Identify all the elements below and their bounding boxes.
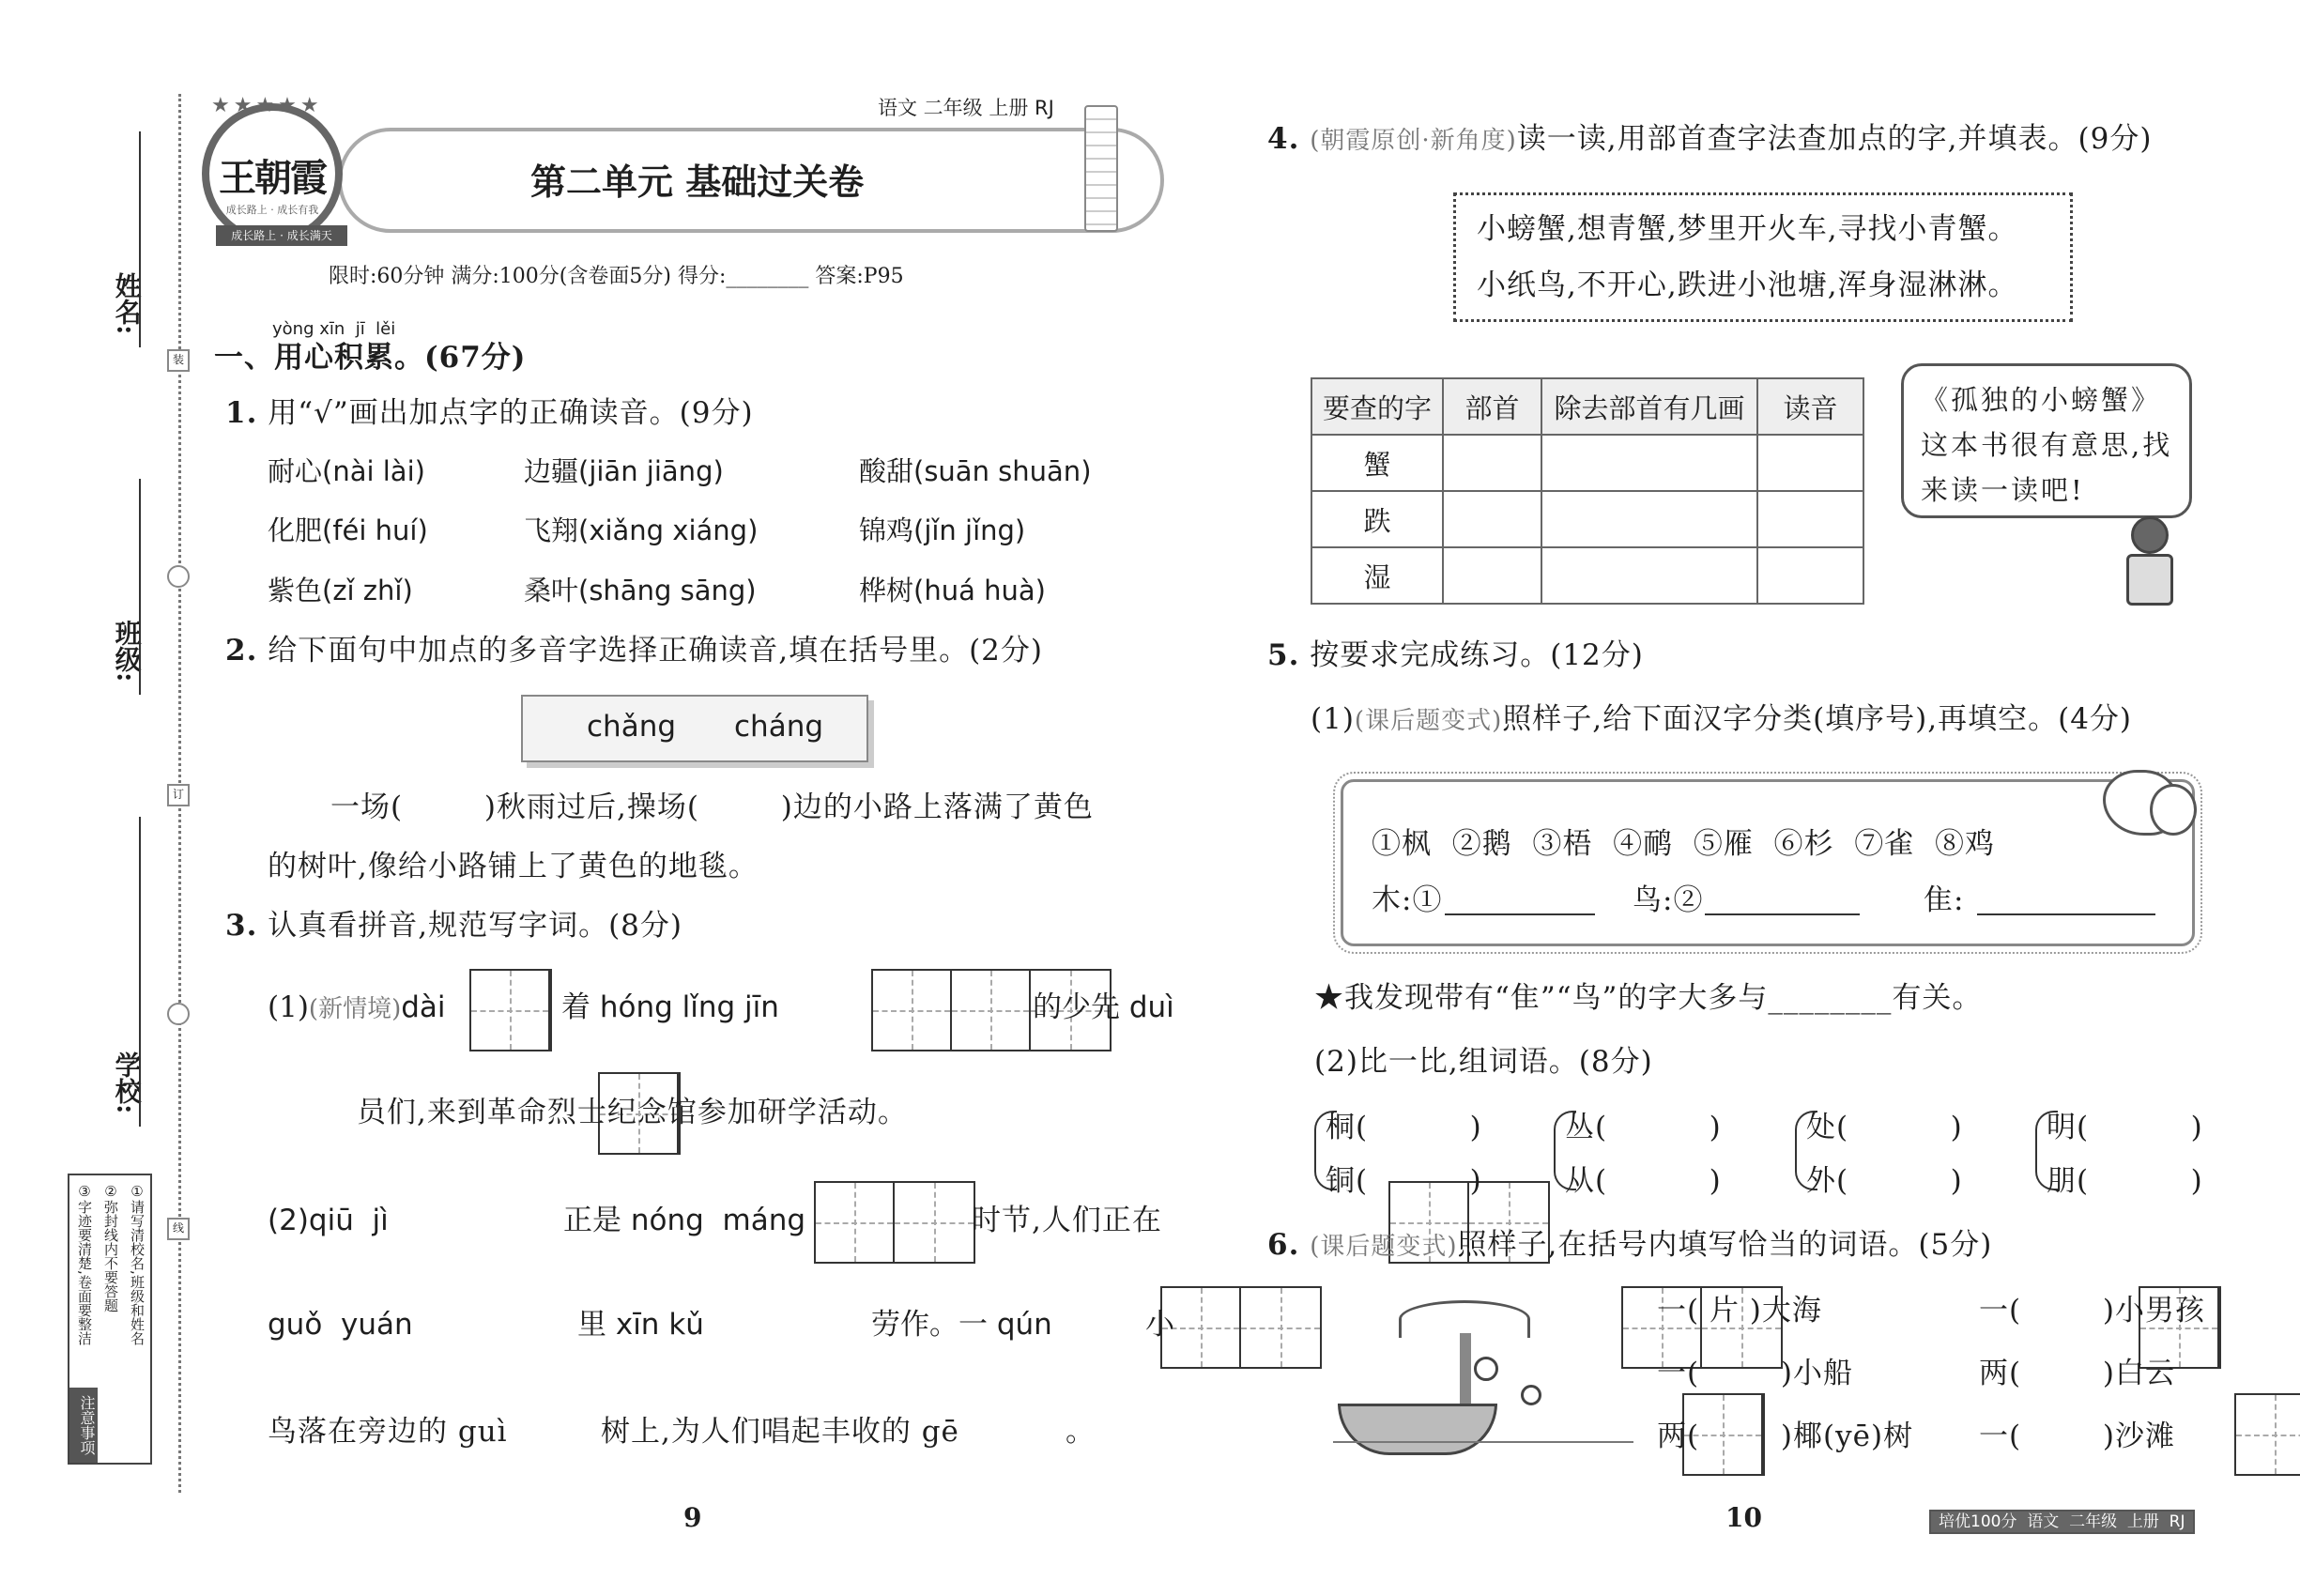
q2-options-box <box>521 695 868 762</box>
q3-p3-a: guǒ yuán <box>268 1308 413 1342</box>
bubble-text: 《孤独的小螃蟹》这本书很有意思,找来读一读吧! <box>1921 384 2173 506</box>
section1-title: 一、用心积累。(67分) <box>214 341 527 375</box>
section1-ruby: yòng xīn jī lěi <box>272 319 396 339</box>
seal-char: 订 <box>167 784 190 806</box>
q3-p1-num: (1) <box>268 990 309 1024</box>
notes-box <box>68 1174 152 1465</box>
school-label: 学校: <box>111 1051 143 1114</box>
q2-sentence-2: 的树叶,像给小路铺上了黄色的地毯。 <box>268 850 759 883</box>
q1-item[interactable]: 边疆(jiān jiāng) <box>524 455 724 487</box>
q5-pair-item[interactable]: 从( ) <box>1565 1164 1722 1198</box>
q4-poem-line-1: 小螃蟹,想青蟹,梦里开火车,寻找小青蟹。 <box>1477 212 2018 246</box>
q5-pair-item[interactable]: 丛( ) <box>1565 1111 1722 1144</box>
q6-heading <box>1267 1228 1992 1263</box>
q3-p3-c: 劳作。一 qún <box>871 1308 1052 1342</box>
q6-item[interactable]: 一( )沙滩 <box>1979 1420 2176 1453</box>
q5-cat-2: 鸟:② <box>1633 883 1704 917</box>
q4-table-cell[interactable] <box>1541 435 1757 491</box>
logo-sub: 成长路上 · 成长有我 <box>225 204 319 216</box>
q6-item[interactable]: 一( )小船 <box>1657 1357 1854 1390</box>
q5-pair-item[interactable]: 朋( ) <box>2047 1164 2203 1198</box>
notes-title: 注意事项 <box>69 1388 98 1463</box>
q4-table-cell[interactable] <box>1757 547 1863 604</box>
q3-p4-b: 树上,为人们唱起丰收的 gē <box>601 1415 959 1449</box>
q5-p1-text: 照样子,给下面汉字分类(填序号),再填空。(4分) <box>1502 702 2133 736</box>
q6-num: 6. <box>1267 1228 1300 1262</box>
q4-table <box>1311 377 1864 605</box>
child-icon <box>1521 1385 1541 1405</box>
q4-table-cell[interactable] <box>1757 435 1863 491</box>
q3-p1-line2: 员们,来到革命烈士纪念馆参加研学活动。 <box>357 1096 908 1129</box>
q3-text: 认真看拼音,规范写字词。(8分) <box>268 909 682 943</box>
q4-table-cell[interactable] <box>1541 547 1757 604</box>
q3-p3-b: 里 xīn kǔ <box>577 1308 704 1342</box>
q3-p1-mid: 着 hóng lǐng jīn <box>561 990 779 1024</box>
writing-grid[interactable] <box>2234 1393 2300 1476</box>
q2-sentence-1[interactable]: 一场( )秋雨过后,操场( )边的小路上落满了黄色 <box>330 790 1094 824</box>
note-2: ②弥封线内不要答题 <box>102 1183 119 1312</box>
note-1: ①请写清校名,班级和姓名 <box>129 1183 146 1345</box>
q4-poem-line-2: 小纸鸟,不开心,跌进小池塘,浑身湿淋淋。 <box>1477 269 2018 302</box>
q5-p1-heading <box>1311 702 2132 737</box>
q3-p1-prefix <box>268 990 446 1025</box>
q4-heading <box>1267 122 2152 157</box>
q5-cat-1: 木:① <box>1372 883 1443 917</box>
exam-info: 限时:60分钟 满分:100分(含卷面5分) 得分:________ 答案:P95 <box>329 265 904 288</box>
q5-text: 按要求完成练习。(12分) <box>1310 638 1644 672</box>
q3-p4-a: 鸟落在旁边的 guì <box>268 1415 508 1449</box>
seal-char: 装 <box>167 349 190 372</box>
notes-list <box>71 1183 150 1345</box>
q6-text: 照样子,在括号内填写恰当的词语。(5分) <box>1457 1228 1993 1262</box>
q5-p1-tag: (课后题变式) <box>1354 707 1503 735</box>
school-blank[interactable] <box>139 817 141 1127</box>
q4-table-cell[interactable] <box>1443 547 1541 604</box>
q4-table-header: 读音 <box>1757 378 1863 435</box>
q6-item[interactable]: 一( )小男孩 <box>1979 1294 2206 1327</box>
q4-poem-box <box>1453 192 2073 322</box>
q1-text: 用“√”画出加点字的正确读音。(9分) <box>268 396 754 430</box>
q4-table-header: 部首 <box>1443 378 1541 435</box>
q3-p2-a: (2)qiū jì <box>268 1204 389 1237</box>
q3-p3-d: 小 <box>1145 1308 1175 1342</box>
q4-table-cell[interactable] <box>1443 491 1541 547</box>
q5-pair-item[interactable]: 桐( ) <box>1326 1111 1482 1144</box>
name-label: 姓名: <box>111 272 143 335</box>
q3-p1-tag: (新情境) <box>308 995 402 1023</box>
q5-p2-heading: (2)比一比,组词语。(8分) <box>1314 1045 1653 1079</box>
q4-table-header: 除去部首有几画 <box>1541 378 1757 435</box>
q1-item[interactable]: 酸甜(suān shuān) <box>859 455 1092 487</box>
q4-table-char: 蟹 <box>1311 435 1443 491</box>
page-number-right: 10 <box>1725 1502 1762 1533</box>
beach-illustration <box>1333 1291 1643 1465</box>
q1-item[interactable]: 耐心(nài lài) <box>268 455 425 487</box>
q3-p2-c: 时节,人们正在 <box>972 1204 1162 1237</box>
class-blank[interactable] <box>139 479 141 695</box>
seal-circle <box>167 1003 190 1025</box>
q4-table-cell[interactable] <box>1443 435 1541 491</box>
q5-heading <box>1267 638 1644 673</box>
q2-text: 给下面句中加点的多音字选择正确读音,填在括号里。(2分) <box>268 634 1043 668</box>
q5-pair-item[interactable]: 明( ) <box>2047 1111 2203 1144</box>
q5-cat-3-blank[interactable] <box>1977 913 2155 915</box>
q3-p4-c: 。 <box>1066 1415 1096 1449</box>
q5-char-box <box>1341 779 2195 946</box>
q3-p2-b: 正是 nóng máng <box>563 1204 806 1237</box>
q1-item[interactable]: 飞翔(xiǎng xiáng) <box>524 514 759 546</box>
q3-heading <box>225 909 682 944</box>
q5-cat-2-blank[interactable] <box>1705 913 1860 915</box>
q2-option-2: cháng <box>734 710 824 744</box>
q6-item[interactable]: 两( )白云 <box>1979 1357 2176 1390</box>
logo-text: 王朝霞 <box>219 156 326 200</box>
q5-num: 5. <box>1267 638 1300 672</box>
q3-p1-dai: dài <box>401 990 446 1024</box>
q2-heading <box>225 634 1043 668</box>
class-label: 班级: <box>111 620 143 683</box>
q2-num: 2. <box>225 634 258 668</box>
q1-heading <box>225 396 754 431</box>
writing-grid[interactable] <box>814 1181 975 1264</box>
boy-head-icon <box>2131 516 2169 554</box>
page-title: 第二单元 基础过关卷 <box>530 161 865 203</box>
child-icon <box>1474 1357 1498 1381</box>
writing-grid[interactable] <box>469 969 552 1051</box>
q4-table-cell[interactable] <box>1541 491 1757 547</box>
q4-text: 读一读,用部首查字法查加点的字,并填表。(9分) <box>1516 122 2153 156</box>
q1-item[interactable]: 锦鸡(jǐn jǐng) <box>859 514 1026 546</box>
note-3: ③字迹要清楚,卷面要整洁 <box>76 1183 93 1345</box>
q4-table-cell[interactable] <box>1757 491 1863 547</box>
seal-char: 线 <box>167 1218 190 1240</box>
q1-item[interactable]: 紫色(zǐ zhǐ) <box>268 575 413 606</box>
goose-icon <box>2150 784 2197 836</box>
brand-logo <box>202 103 343 244</box>
q6-item[interactable]: 一( 片 )大海 <box>1657 1294 1822 1327</box>
q5-p1-num: (1) <box>1311 702 1355 736</box>
seal-circle <box>167 565 190 588</box>
q4-table-char: 湿 <box>1311 547 1443 604</box>
q4-tag: (朝霞原创·新角度) <box>1310 127 1517 155</box>
lighthouse-icon <box>1084 105 1118 232</box>
footer-badge: 培优100分 语文 二年级 上册 RJ <box>1929 1510 2195 1534</box>
sand-line <box>1333 1441 1633 1443</box>
q5-star-text[interactable]: ★我发现带有“隹”“鸟”的字大多与________有关。 <box>1314 981 1983 1015</box>
speech-bubble <box>1901 363 2192 518</box>
q1-item[interactable]: 桑叶(shāng sāng) <box>524 575 757 606</box>
book-meta: 语文 二年级 上册 RJ <box>878 97 1054 119</box>
logo-stars: ★★★★★ <box>211 94 323 117</box>
q3-p1-end: 的少先 duì <box>1033 990 1174 1024</box>
boat-icon <box>1338 1404 1497 1455</box>
boy-body-icon <box>2126 554 2173 606</box>
q5-pair-item[interactable]: 外( ) <box>1806 1164 1963 1198</box>
page-number-left: 9 <box>683 1502 702 1533</box>
q4-table-char: 跌 <box>1311 491 1443 547</box>
q1-num: 1. <box>225 396 258 430</box>
q5-pair-item[interactable]: 处( ) <box>1806 1111 1963 1144</box>
palm-leaves-icon <box>1399 1300 1530 1338</box>
q5-pair-item[interactable]: 铜( ) <box>1326 1164 1482 1198</box>
logo-ribbon: 成长路上 · 成长满天 <box>216 225 347 246</box>
q1-item[interactable]: 桦树(huá huà) <box>859 575 1046 606</box>
q5-cat-3: 隹: <box>1924 883 1965 917</box>
name-blank[interactable] <box>139 131 141 347</box>
q4-num: 4. <box>1267 122 1300 156</box>
q2-option-1: chǎng <box>587 710 677 744</box>
q6-item[interactable]: 两( )椰(yē)树 <box>1657 1420 1914 1453</box>
q3-num: 3. <box>225 909 258 943</box>
q4-table-header: 要查的字 <box>1311 378 1443 435</box>
writing-grid[interactable] <box>1160 1286 1322 1369</box>
q6-tag: (课后题变式) <box>1310 1233 1458 1261</box>
q5-char-list: ①枫 ②鹅 ③梧 ④鸸 ⑤雁 ⑥杉 ⑦雀 ⑧鸡 <box>1372 827 1995 861</box>
q5-cat-1-blank[interactable] <box>1445 913 1595 915</box>
q1-item[interactable]: 化肥(féi huí) <box>268 514 428 546</box>
